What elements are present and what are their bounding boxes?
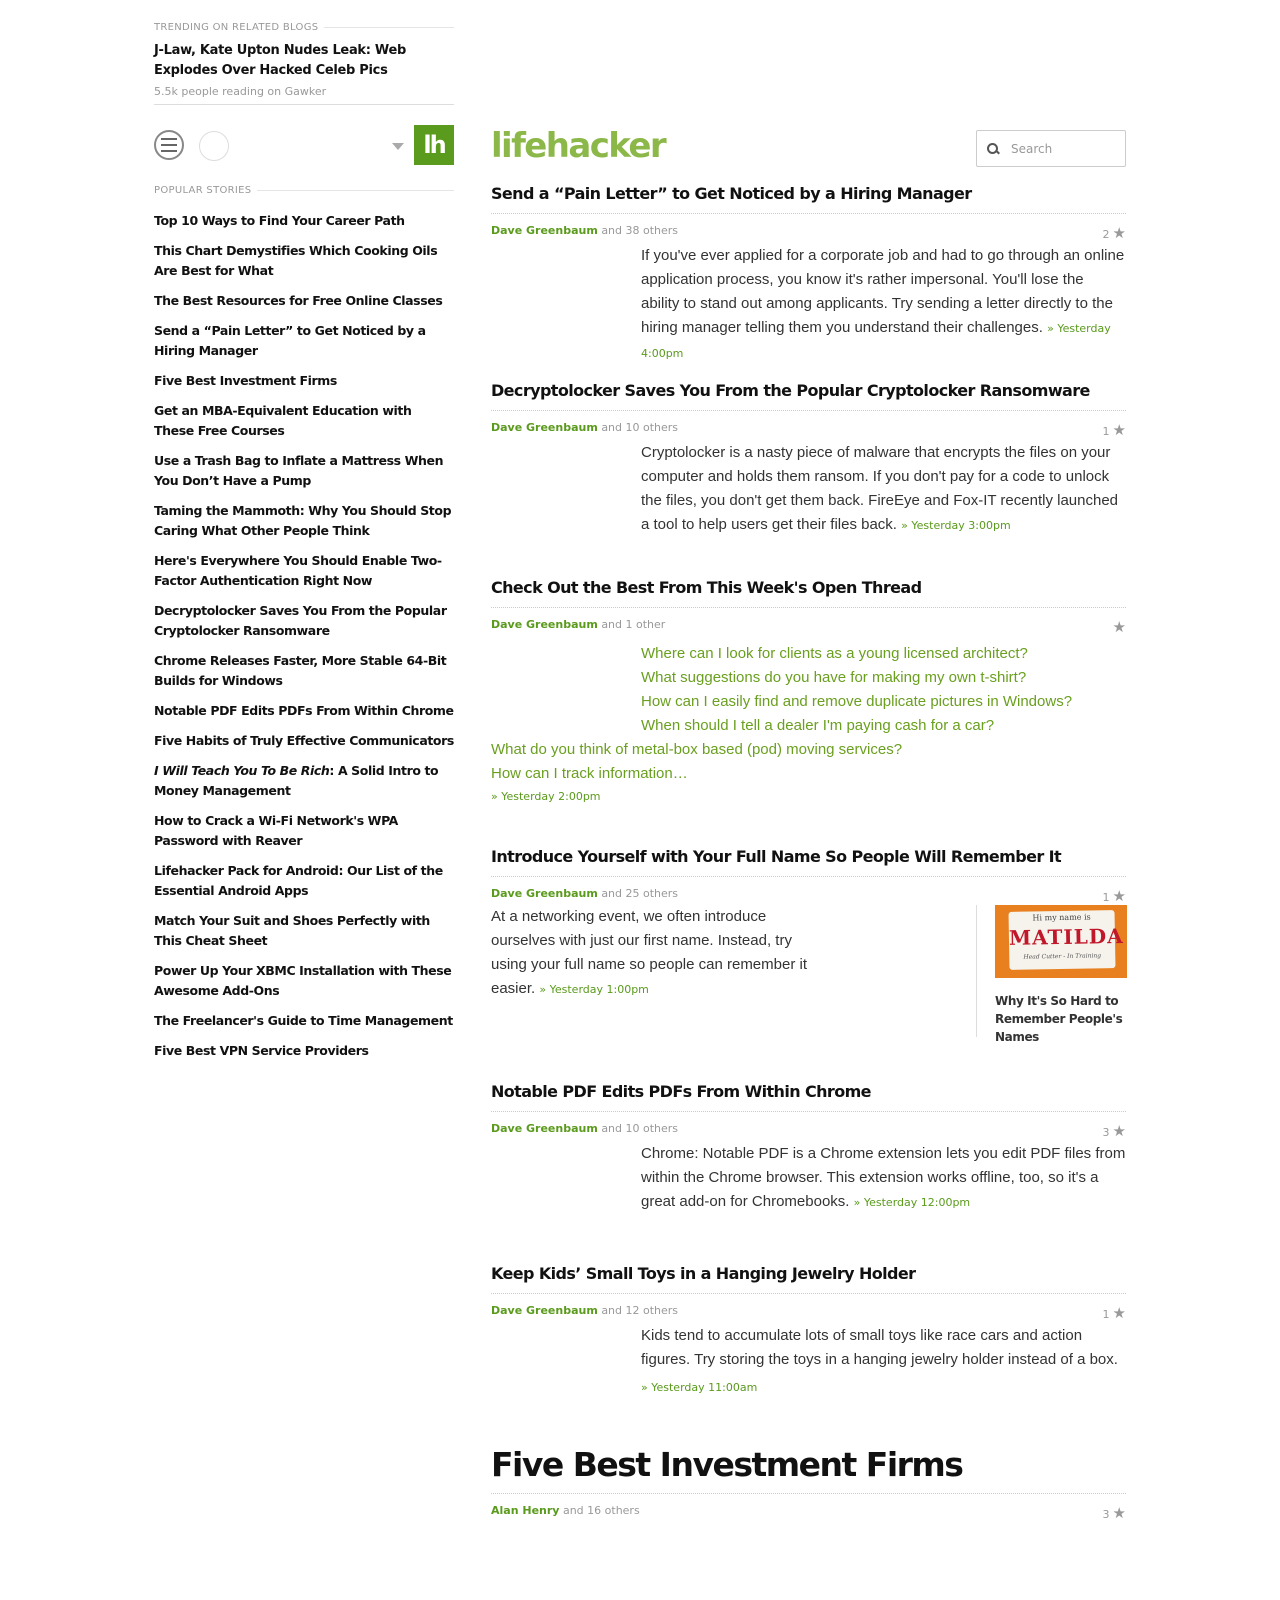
- popular-story-link[interactable]: Match Your Suit and Shoes Perfectly with This Cheat Sheet: [154, 913, 430, 948]
- post-excerpt: [641, 1142, 1126, 1215]
- post-title[interactable]: Keep Kids’ Small Toys in a Hanging Jewelry Holder: [491, 1264, 1126, 1294]
- star-count-value: 2: [1102, 228, 1110, 241]
- post-excerpt: [641, 1324, 1126, 1400]
- others-count[interactable]: and 38 others: [601, 224, 679, 237]
- author-link[interactable]: Dave Greenbaum: [491, 1122, 598, 1135]
- main-column: [491, 0, 1126, 1522]
- post-timestamp[interactable]: » Yesterday 4:00pm: [641, 322, 1111, 360]
- question-link[interactable]: How can I easily find and remove duplicate pictures in Windows?: [641, 693, 1073, 710]
- post-excerpt-text: If you've ever applied for a corporate job and had to go through an online application process, you know it's rather impersonal. You'll lose the ability to stand out among applicants. Try sending a letter directly to the hiring manager telling them you understand their challenges.: [641, 247, 1125, 336]
- name-tag-name: MATILDA: [1008, 923, 1124, 950]
- popular-story-link[interactable]: [154, 756, 454, 806]
- post-timestamp[interactable]: » Yesterday 11:00am: [641, 1381, 758, 1394]
- popular-story-link[interactable]: How to Crack a Wi-Fi Network's WPA Password with Reaver: [154, 813, 398, 848]
- post-excerpt: [491, 905, 821, 1002]
- post-title[interactable]: Decryptolocker Saves You From the Popular Cryptolocker Ransomware: [491, 381, 1126, 411]
- search-icon[interactable]: [987, 143, 999, 155]
- byline: [491, 1504, 1126, 1520]
- post-timestamp[interactable]: » Yesterday 1:00pm: [539, 983, 649, 996]
- byline: [491, 618, 1126, 634]
- site-header: [491, 126, 1126, 186]
- author-link[interactable]: Dave Greenbaum: [491, 887, 598, 900]
- sidebar: [154, 0, 454, 1066]
- byline: [491, 421, 1126, 437]
- popular-story-link[interactable]: Chrome Releases Faster, More Stable 64-Bit Builds for Windows: [154, 653, 447, 688]
- popular-story-link[interactable]: Here's Everywhere You Should Enable Two-Factor Authentication Right Now: [154, 553, 442, 588]
- byline: [491, 224, 1126, 240]
- byline: [491, 1304, 1126, 1320]
- star-count[interactable]: [1110, 618, 1126, 636]
- name-tag-header: Hi my name is: [1032, 912, 1091, 923]
- post-timestamp[interactable]: » Yesterday 12:00pm: [853, 1196, 971, 1209]
- star-icon[interactable]: ★: [1112, 1504, 1126, 1522]
- star-icon[interactable]: ★: [1112, 1304, 1126, 1322]
- post-title[interactable]: Notable PDF Edits PDFs From Within Chrome: [491, 1082, 1126, 1112]
- popular-story-subtitle: : A Solid Intro to Money Management: [154, 763, 439, 798]
- related-story[interactable]: [976, 905, 1126, 1044]
- popular-stories-label: POPULAR STORIES: [154, 185, 454, 196]
- lh-logo[interactable]: lh: [414, 125, 454, 165]
- post-title[interactable]: Introduce Yourself with Your Full Name So People Will Remember It: [491, 847, 1126, 877]
- related-thumbnail[interactable]: [995, 905, 1127, 978]
- popular-story-link[interactable]: Notable PDF Edits PDFs From Within Chrome: [154, 703, 454, 718]
- trending-story-link[interactable]: J-Law, Kate Upton Nudes Leak: Web Explodes Over Hacked Celeb Pics: [154, 43, 406, 78]
- question-list: [491, 642, 1126, 786]
- popular-story-link[interactable]: Top 10 Ways to Find Your Career Path: [154, 213, 405, 228]
- popular-story-link[interactable]: Taming the Mammoth: Why You Should Stop Caring What Other People Think: [154, 503, 452, 538]
- search-input[interactable]: [1011, 142, 1111, 156]
- post: [491, 1082, 1126, 1215]
- post-timestamp[interactable]: » Yesterday 2:00pm: [491, 790, 601, 803]
- star-icon[interactable]: ★: [1112, 618, 1126, 636]
- post-title[interactable]: Five Best Investment Firms: [491, 1445, 1126, 1494]
- post: [491, 1445, 1126, 1520]
- post: [491, 1264, 1126, 1400]
- others-count[interactable]: and 12 others: [601, 1304, 679, 1317]
- post-title[interactable]: Check Out the Best From This Week's Open Thread: [491, 578, 1126, 608]
- question-link[interactable]: What do you think of metal-box based (pod) moving services?: [491, 741, 903, 758]
- author-link[interactable]: Dave Greenbaum: [491, 421, 598, 434]
- post-excerpt-text: Cryptolocker is a nasty piece of malware that encrypts the files on your computer and holds them ransom. If you don't pay for a code to unlock the files, you don't get them back. FireEye and Fox-IT recently launched a tool to help users get their files back.: [641, 444, 1119, 533]
- others-count[interactable]: and 10 others: [601, 1122, 679, 1135]
- popular-story-link[interactable]: Send a “Pain Letter” to Get Noticed by a Hiring Manager: [154, 323, 426, 358]
- chevron-down-icon[interactable]: [392, 143, 404, 150]
- popular-story-link[interactable]: Five Best VPN Service Providers: [154, 1043, 369, 1058]
- sidebar-toolbar: [154, 125, 454, 165]
- others-count[interactable]: and 16 others: [562, 1504, 640, 1517]
- name-tag-image: [1008, 910, 1124, 970]
- post: [491, 578, 1126, 803]
- star-icon[interactable]: ★: [1112, 224, 1126, 242]
- star-count-value: 3: [1102, 1508, 1110, 1521]
- star-icon[interactable]: ★: [1112, 887, 1126, 905]
- question-link[interactable]: What suggestions do you have for making my own t-shirt?: [641, 669, 1027, 686]
- popular-story-link[interactable]: Power Up Your XBMC Installation with These Awesome Add-Ons: [154, 963, 452, 998]
- popular-story-link[interactable]: This Chart Demystifies Which Cooking Oils Are Best for What: [154, 243, 438, 278]
- star-count[interactable]: [1103, 1122, 1126, 1140]
- star-count-value: 1: [1102, 1308, 1110, 1321]
- post-excerpt: [641, 244, 1126, 366]
- question-link[interactable]: Where can I look for clients as a young licensed architect?: [641, 645, 1028, 662]
- star-count[interactable]: [1103, 224, 1126, 242]
- popular-story-italic-title: I Will Teach You To Be Rich: [154, 763, 330, 778]
- others-count[interactable]: and 1 other: [601, 618, 666, 631]
- trending-module: [154, 0, 454, 105]
- star-count[interactable]: [1103, 1504, 1126, 1522]
- popular-story-link[interactable]: Five Habits of Truly Effective Communicators: [154, 733, 454, 748]
- others-count[interactable]: and 10 others: [601, 421, 679, 434]
- byline: [491, 1122, 1126, 1138]
- popular-story-link[interactable]: The Freelancer's Guide to Time Management: [154, 1013, 453, 1028]
- search-box[interactable]: [976, 130, 1126, 167]
- popular-story-link[interactable]: Use a Trash Bag to Inflate a Mattress When You Don’t Have a Pump: [154, 453, 444, 488]
- post: [491, 184, 1126, 366]
- post-title[interactable]: Send a “Pain Letter” to Get Noticed by a Hiring Manager: [491, 184, 1126, 214]
- user-icon[interactable]: [199, 131, 229, 161]
- popular-story-link[interactable]: Decryptolocker Saves You From the Popular Cryptolocker Ransomware: [154, 603, 447, 638]
- popular-stories-list: [154, 206, 454, 1066]
- popular-story-link[interactable]: Five Best Investment Firms: [154, 373, 337, 388]
- post-timestamp[interactable]: » Yesterday 3:00pm: [901, 519, 1011, 532]
- star-count[interactable]: [1103, 421, 1126, 439]
- star-count-value: 1: [1102, 891, 1110, 904]
- star-icon[interactable]: ★: [1112, 421, 1126, 439]
- star-icon[interactable]: ★: [1112, 1122, 1126, 1140]
- others-count[interactable]: and 25 others: [601, 887, 679, 900]
- question-link[interactable]: How can I track information…: [491, 765, 688, 782]
- author-link[interactable]: Dave Greenbaum: [491, 224, 598, 237]
- name-tag-subtitle: Head Cutter - In Training: [1023, 952, 1102, 961]
- post: [491, 381, 1126, 538]
- popular-story-link[interactable]: The Best Resources for Free Online Classes: [154, 293, 443, 308]
- post-excerpt-text: At a networking event, we often introduce ourselves with just our first name. Instead, try using your full name so people can remember it easier.: [491, 908, 807, 997]
- post: [491, 847, 1126, 1044]
- author-link[interactable]: Dave Greenbaum: [491, 618, 598, 631]
- star-count[interactable]: [1103, 1304, 1126, 1322]
- trending-label: TRENDING ON RELATED BLOGS: [154, 22, 454, 33]
- menu-icon[interactable]: [154, 130, 184, 160]
- trending-meta: 5.5k people reading on Gawker: [154, 85, 327, 98]
- post-excerpt: [641, 441, 1126, 538]
- post-excerpt-text: Kids tend to accumulate lots of small toys like race cars and action figures. Try storing the toys in a hanging jewelry holder instead of a box.: [641, 1327, 1118, 1368]
- post-excerpt-text: Chrome: Notable PDF is a Chrome extension lets you edit PDF files from within the Chrome browser. This extension works offline, too, so it's a great add-on for Chromebooks.: [641, 1145, 1126, 1210]
- star-count-value: 3: [1102, 1126, 1110, 1139]
- byline: [491, 887, 1126, 903]
- question-link[interactable]: When should I tell a dealer I'm paying cash for a car?: [641, 717, 995, 734]
- author-link[interactable]: Dave Greenbaum: [491, 1304, 598, 1317]
- star-count-value: 1: [1102, 425, 1110, 438]
- lifehacker-logo[interactable]: lifehacker: [491, 126, 665, 166]
- star-count[interactable]: [1103, 887, 1126, 905]
- popular-story-link[interactable]: Get an MBA-Equivalent Education with These Free Courses: [154, 403, 412, 438]
- popular-story-link[interactable]: Lifehacker Pack for Android: Our List of the Essential Android Apps: [154, 863, 443, 898]
- related-title[interactable]: Why It's So Hard to Remember People's Names: [995, 994, 1123, 1044]
- author-link[interactable]: Alan Henry: [491, 1504, 560, 1517]
